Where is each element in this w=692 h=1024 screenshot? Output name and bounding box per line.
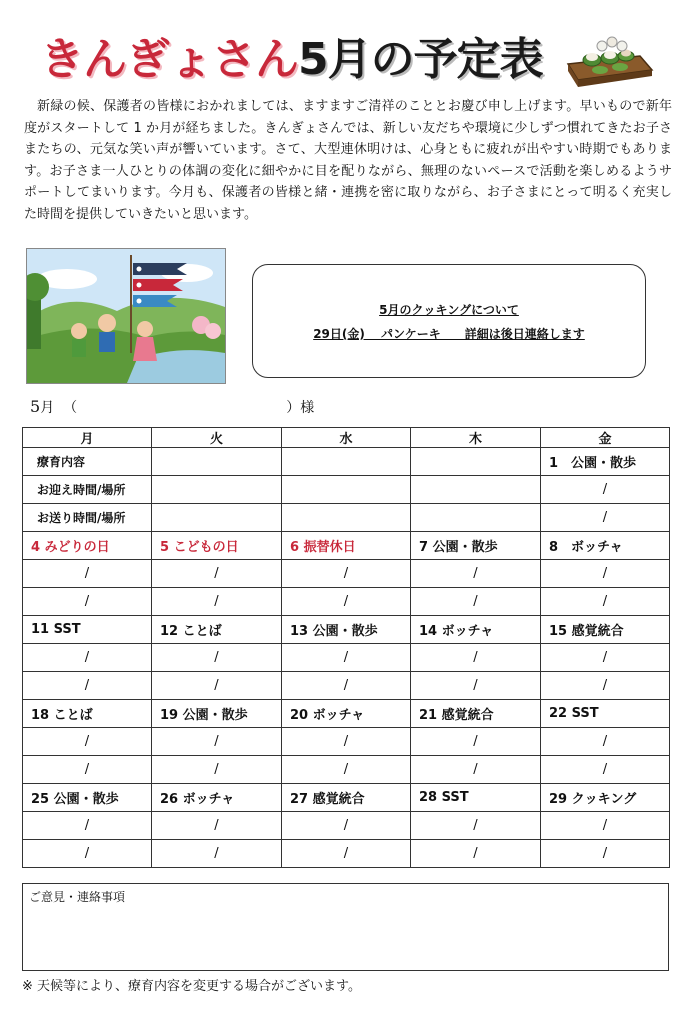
schedule-calendar [22,427,670,868]
day-20-activity: 20 ボッチャ [282,700,411,728]
pickup-time-slot: / [23,560,152,588]
week4-row-activity [23,700,670,728]
header-wed: 水 [282,428,411,448]
name-line-month: 5 [30,397,41,416]
pickup-time-slot: / [541,728,670,756]
name-line-month-unit: 月 [40,400,55,416]
dropoff-time-slot: / [411,672,541,700]
kashiwa-mochi-tray-illustration [562,34,654,92]
name-line-open: （ [63,400,78,416]
comments-box[interactable] [22,883,669,971]
dropoff-time-slot: / [23,672,152,700]
calendar-cell [411,504,541,532]
calendar-cell [282,448,411,476]
dropoff-time-slot: / [152,756,282,784]
pickup-time-slot: / [282,728,411,756]
page-title [40,30,560,90]
pickup-time-slot: / [23,644,152,672]
dropoff-time-slot: / [282,756,411,784]
cooking-notice-detail: 29日(金) パンケーキ 詳細は後日連絡します [313,327,585,341]
dropoff-time-slot: / [23,756,152,784]
week1-row-dropoff [23,504,670,532]
koinobori-children-illustration [26,248,226,384]
calendar-cell [282,504,411,532]
day-1-activity: 1 公園・散歩 [541,448,670,476]
day-4-activity: 4 みどりの日 [23,532,152,560]
pickup-time-slot: / [23,728,152,756]
header-thu: 木 [411,428,541,448]
dropoff-time-slot: / [23,840,152,868]
pickup-time-slot: / [282,644,411,672]
calendar-header-row [23,428,670,448]
pickup-time-slot: / [152,728,282,756]
calendar-cell [152,504,282,532]
day-25-activity: 25 公園・散歩 [23,784,152,812]
day-19-activity: 19 公園・散歩 [152,700,282,728]
week2-row-pickup [23,560,670,588]
week2-row-dropoff [23,588,670,616]
week5-row-activity [23,784,670,812]
row-label-activity: 療育内容 [23,448,152,476]
day-27-activity: 27 感覚統合 [282,784,411,812]
calendar-cell [411,476,541,504]
day-21-activity: 21 感覚統合 [411,700,541,728]
cooking-notice-title: 5月のクッキングについて [379,303,519,317]
day-29-activity: 29 クッキング [541,784,670,812]
pickup-time-slot: / [152,812,282,840]
day-26-activity: 26 ボッチャ [152,784,282,812]
day-11-activity: 11 SST [23,616,152,644]
week3-row-dropoff [23,672,670,700]
day-15-activity: 15 感覚統合 [541,616,670,644]
pickup-time-slot: / [411,812,541,840]
week1-row-pickup [23,476,670,504]
day-5-activity: 5 こどもの日 [152,532,282,560]
header-mon: 月 [23,428,152,448]
day-12-activity: 12 ことば [152,616,282,644]
title-class-name: きんぎょさん [40,34,298,85]
dropoff-time-slot: / [411,588,541,616]
dropoff-time-slot: / [152,840,282,868]
calendar-cell [411,448,541,476]
day-28-activity: 28 SST [411,784,541,812]
dropoff-time-slot: / [282,588,411,616]
dropoff-time-slot: / [541,672,670,700]
footnote: ※ 天候等により、療育内容を変更する場合がございます。 [22,979,361,994]
pickup-time-slot: / [411,728,541,756]
week3-row-pickup [23,644,670,672]
dropoff-time-slot: / [282,840,411,868]
pickup-time-slot: / [411,560,541,588]
pickup-time-slot: / [541,476,670,504]
day-7-activity: 7 公園・散歩 [411,532,541,560]
week5-row-pickup [23,812,670,840]
header-tue: 火 [152,428,282,448]
day-8-activity: 8 ボッチャ [541,532,670,560]
week2-row-activity [23,532,670,560]
day-6-activity: 6 振替休日 [282,532,411,560]
dropoff-time-slot: / [541,756,670,784]
row-label-pickup: お迎え時間/場所 [23,476,152,504]
calendar-cell [282,476,411,504]
dropoff-time-slot: / [282,672,411,700]
name-line-close: ）様 [286,400,315,416]
pickup-time-slot: / [541,644,670,672]
calendar-cell [152,476,282,504]
pickup-time-slot: / [411,644,541,672]
day-14-activity: 14 ボッチャ [411,616,541,644]
pickup-time-slot: / [541,560,670,588]
pickup-time-slot: / [152,644,282,672]
week4-row-dropoff [23,756,670,784]
cooking-notice-box [252,264,646,378]
dropoff-time-slot: / [152,588,282,616]
dropoff-time-slot: / [411,840,541,868]
dropoff-time-slot: / [541,840,670,868]
pickup-time-slot: / [152,560,282,588]
dropoff-time-slot: / [152,672,282,700]
week3-row-activity [23,616,670,644]
week5-row-dropoff [23,840,670,868]
dropoff-time-slot: / [541,588,670,616]
week4-row-pickup [23,728,670,756]
comments-label: ご意見・連絡事項 [29,890,126,904]
day-18-activity: 18 ことば [23,700,152,728]
calendar-cell [152,448,282,476]
dropoff-time-slot: / [411,756,541,784]
header-fri: 金 [541,428,670,448]
pickup-time-slot: / [282,560,411,588]
pickup-time-slot: / [23,812,152,840]
row-label-dropoff: お送り時間/場所 [23,504,152,532]
day-13-activity: 13 公園・散歩 [282,616,411,644]
pickup-time-slot: / [541,812,670,840]
pickup-time-slot: / [282,812,411,840]
title-schedule: 5月の予定表 [298,34,543,85]
day-22-activity: 22 SST [541,700,670,728]
dropoff-time-slot: / [541,504,670,532]
name-line [30,397,314,417]
intro-paragraph: 新緑の候、保護者の皆様におかれましては、ますますご清祥のこととお慶び申し上げます。早いもので新年度がスタートして 1 か月が経ちました。きんぎょさんでは、新しい友だちや環境に少しずつ慣れてきたお子さまたちの、元気な笑い声が響いています。さて、大型連休明けは、心身ともに疲れが出やすい時期でもあります。お子さま一人ひとりの体調の変化に細やかに目を配りながら、無理のないペースで活動を楽しめるようサポートしてまいります。今月も、保護者の皆様と緒・連携を密に取りながら、お子さまにとって明るく充実した時間を提供していきたいと思います。 [24,99,672,222]
dropoff-time-slot: / [23,588,152,616]
week1-row-activity [23,448,670,476]
